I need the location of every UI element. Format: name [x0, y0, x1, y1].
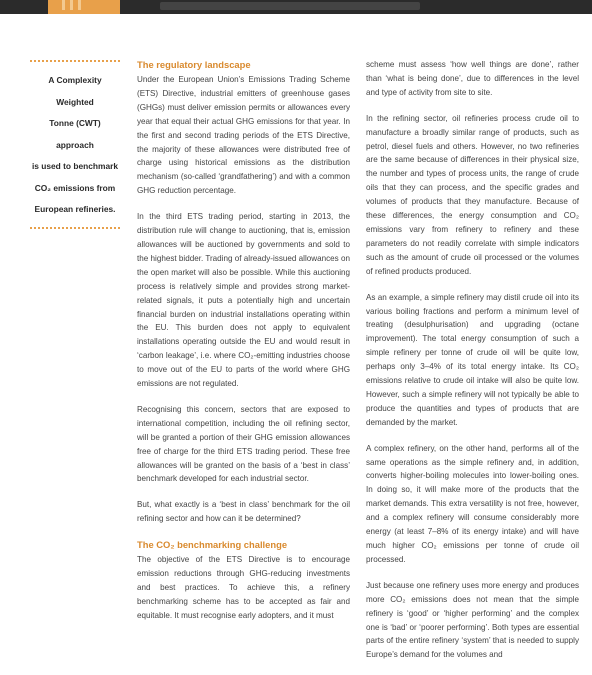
paragraph: In the third ETS trading period, starting in 2013, the distribution rule will change to auctioning, that is, emission allowances will be auctioned by governments and sold to the highest bidder. Trading of already-issued allowances on the open market will also be possible. While this auctioning process is relatively simple and provides strong market-related signals, it puts a potentially high and uncertain financial burden on industrial installations operating within the EU. This burden does not apply to equivalent installations operating outside the EU and would result in ‘carbon leakage’, i.e. where CO₂-emitting industries choose to move out of the EU to parts of the world where GHG emissions are not regulated.	[137, 212, 350, 389]
paragraph: In the refining sector, oil refineries process crude oil to manufacture a broadly similar range of products, such as petrol, diesel fuels and others. However, no two refineries are the same because of differences in their physical size, the number and types of process units, the range of crude oils that they can process, and the specific grades and volumes of products that they manufacture. Because of these differences, the energy consumption and CO₂ emissions vary from refinery to refinery and these parameters do not readily correlate with simple indicators such as the amount of crude oil processed or the volumes of refined products produced.	[366, 113, 579, 276]
paragraph: Under the European Union’s Emissions Trading Scheme (ETS) Directive, industrial emitters of greenhouse gases (GHGs) must deliver emission permits or allowances every year that equal their actual GHG emissions for that year. In the first and second trading periods of the ETS Directive, the majority of these allowances were distributed free of charge using historical emissions as the distribution mechanism (so-called ‘grandfathering’) and with a common GHG reduction percentage.	[137, 75, 350, 196]
pullquote-divider-top	[30, 60, 120, 62]
section-heading: The CO₂ benchmarking challenge	[137, 539, 288, 551]
paragraph: But, what exactly is a ‘best in class’ benchmark for the oil refining sector and how can it be determined?	[137, 500, 350, 524]
pullquote-divider-bottom	[30, 227, 120, 229]
paragraph: Recognising this concern, sectors that are exposed to international competition, including the oil refining sector, will be granted a portion of their GHG emission allowances free of charge for the third ETS trading period. These free allowances will be granted on the basis of a ‘best in class’ benchmark developed for each industrial sector.	[137, 404, 350, 484]
pullquote-line: A Complexity Weighted	[48, 75, 102, 107]
pullquote	[30, 60, 120, 229]
header-bar	[0, 0, 592, 14]
pullquote-line: CO₂ emissions from	[34, 182, 116, 193]
pullquote-line: Tonne (CWT) approach	[49, 118, 101, 150]
article-column-2	[366, 58, 579, 674]
pullquote-line: European refineries.	[34, 204, 116, 214]
paragraph: The objective of the ETS Directive is to encourage emission reductions through GHG-reducing investments and best practices. To achieve this, a refinery benchmarking scheme has to be accepted as fair and equitable. It must recognise early adopters, and it must	[137, 555, 350, 620]
paragraph: Just because one refinery uses more energy and produces more CO₂ emissions does not mean that the simple refinery is ‘good’ or ‘higher performing’ and the complex one is ‘bad’ or ‘poorer performing’. Both types are essential parts of the entire refinery ‘system’ that is needed to supply Europe’s demand for the volumes and	[366, 580, 579, 660]
header-accent-tab	[48, 0, 120, 14]
section-heading: The regulatory landscape	[137, 59, 251, 70]
paragraph: scheme must assess ‘how well things are done’, rather than ‘what is being done’, due to differences in the level and type of activity from site to site.	[366, 60, 579, 97]
header-title-strip	[160, 2, 420, 10]
paragraph: A complex refinery, on the other hand, performs all of the same operations as the simple refinery and, in addition, converts higher-boiling molecules into lower-boiling ones. In doing so, it will make more of the products that the market demands. This extra versatility is not free, however, and a complex refinery will consume considerably more energy (at least 7–8% of its energy intake) and will have much higher CO₂ emissions per tonne of crude oil processed.	[366, 443, 579, 564]
pullquote-line: is used to benchmark	[31, 161, 119, 171]
article-column-1	[137, 58, 350, 635]
paragraph: As an example, a simple refinery may distil crude oil into its various boiling fractions and perform a minimum level of treating (desulphurisation) and upgrading (octane improvement). The total energy consumption of such a simple refinery per tonne of crude oil will be quite low, perhaps only 3–4% of its total energy intake. Its CO₂ emissions relative to crude oil intake will also be quite low. However, such a simple refinery will not typically be able to produce the quantities and types of products that are demanded by the market.	[366, 292, 579, 427]
